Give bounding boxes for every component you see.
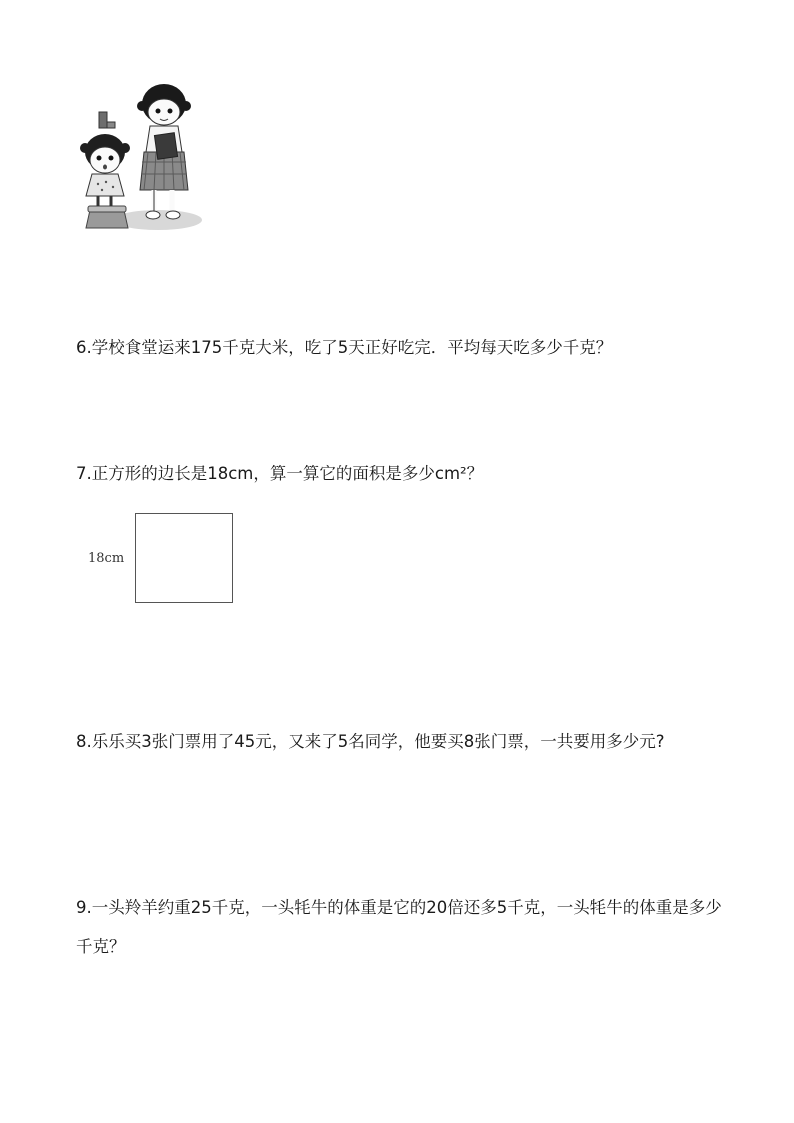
children-weighing-illustration [78,82,204,234]
square-side-label: 18cm [88,551,125,566]
question-8: 8.乐乐买3张门票用了45元，又来了5名同学，他要买8张门票，一共要用多少元? [76,732,665,751]
question-6: 6.学校食堂运来175千克大米，吃了5天正好吃完．平均每天吃多少千克？ [76,338,613,357]
question-9: 9.一头羚羊约重25千克，一头牦牛的体重是它的20倍还多5千克，一头牦牛的体重是多少千克？ [76,898,722,956]
square-figure [135,513,233,603]
question-7: 7.正方形的边长是18cm，算一算它的面积是多少cm²？ [76,464,484,483]
